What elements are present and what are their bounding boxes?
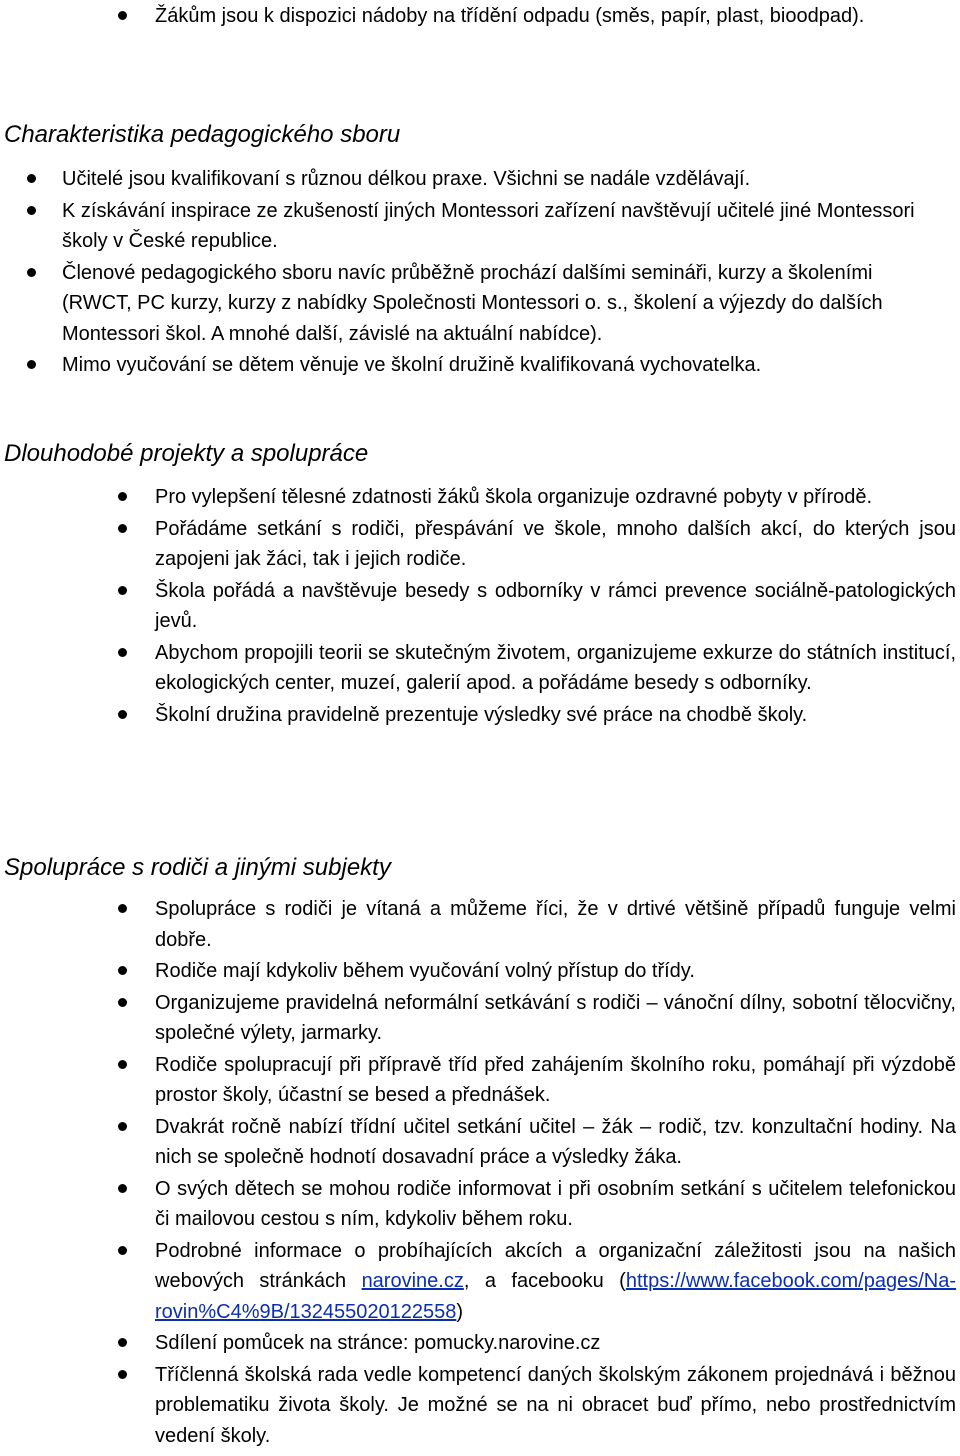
list-item-text: K získávání inspirace ze zkušeností jiných Montessori zařízení navštěvují učitelé jiné Montessori školy v České republice. xyxy=(62,199,915,252)
cooperation-bullet-list xyxy=(0,894,960,1452)
list-item-text: Sdílení pomůcek na stránce: pomucky.narovine.cz xyxy=(155,1332,601,1354)
section-heading-cooperation: Spolupráce s rodiči a jinými subjekty xyxy=(4,854,391,881)
bullet-icon xyxy=(118,904,127,913)
list-item-text: Pořádáme setkání s rodiči, přespávání ve škole, mnoho dalších akcí, do kterých jsou zapojeni jak žáci, tak i jejich rodiče. xyxy=(155,517,956,570)
list-item-web xyxy=(0,1236,960,1328)
list-item-text: Školní družina pravidelně prezentuje výsledky své práce na chodbě školy. xyxy=(155,703,808,726)
list-item xyxy=(0,1050,960,1111)
list-item xyxy=(0,638,960,699)
list-item-text: Abychom propojili teorii se skutečným životem, organizujeme exkurze do státních institucí, ekologických center, muzeí, galerií apod. a pořádáme besedy s odborníky. xyxy=(155,641,956,694)
list-item xyxy=(0,196,960,257)
list-item xyxy=(0,350,960,381)
web-text-after: ) xyxy=(456,1300,464,1323)
list-item-text: Organizujeme pravidelná neformální setkávání s rodiči – vánoční dílny, sobotní tělocvičny, společné výlety, jarmarky. xyxy=(155,991,956,1044)
list-item xyxy=(0,700,960,731)
list-item xyxy=(0,956,960,987)
bullet-icon xyxy=(118,1060,127,1069)
list-item-text: Rodiče mají kdykoliv během vyučování volný přístup do třídy. xyxy=(155,960,695,982)
bullet-icon xyxy=(118,524,127,533)
web-text-middle: , a facebooku ( xyxy=(463,1270,626,1292)
list-item-text: O svých dětech se mohou rodiče informovat i při osobním setkání s učitelem telefonickou či mailovou cestou s ním, kdykoliv během roku. xyxy=(155,1177,956,1230)
list-item-text: Mimo vyučování se dětem věnuje ve školní družině kvalifikovaná vychovatelka. xyxy=(62,354,762,376)
list-item-text: Škola pořádá a navštěvuje besedy s odborníky v rámci prevence sociálně-patologických jevů. xyxy=(155,579,956,632)
list-item-text: Žákům jsou k dispozici nádoby na třídění odpadu (směs, papír, plast, bioodpad). xyxy=(155,5,865,27)
list-item xyxy=(0,1328,960,1359)
bullet-icon xyxy=(118,11,127,20)
bullet-icon xyxy=(118,648,127,657)
bullet-icon xyxy=(118,1370,127,1379)
bullet-icon xyxy=(118,1246,127,1255)
bullet-icon xyxy=(118,1122,127,1131)
bullet-icon xyxy=(27,360,36,369)
staff-bullet-list xyxy=(0,164,960,382)
list-item xyxy=(0,258,960,350)
list-item xyxy=(0,988,960,1049)
list-item-text: Členové pedagogického sboru navíc průběžně prochází dalšími semináři, kurzy a školeními (RWCT, PC kurzy, kurzy z nabídky Společnosti Montessori o. s., školení a výjezdy do dalších Montessori škol. A mnohé další, závislé na aktuální nabídce). xyxy=(62,261,883,345)
section-heading-projects: Dlouhodobé projekty a spolupráce xyxy=(4,440,369,467)
list-item-text: Tříčlenná školská rada vedle kompetencí daných školským zákonem projednává i běžnou problematiku života školy. Je možné se na ni obracet buď přímo, nebo prostřednictvím vedení školy. xyxy=(155,1363,956,1447)
projects-bullet-list xyxy=(0,482,960,731)
bullet-icon xyxy=(118,710,127,719)
list-item xyxy=(0,164,960,195)
bullet-icon xyxy=(118,966,127,975)
website-link[interactable]: narovine.cz xyxy=(361,1270,464,1292)
list-item-text: Rodiče spolupracují při přípravě tříd před zahájením školního roku, pomáhají při výzdobě prostor školy, účastní se besed a přednášek. xyxy=(155,1053,956,1106)
bullet-icon xyxy=(118,1338,127,1347)
list-item-text: Učitelé jsou kvalifikovaní s různou délkou praxe. Všichni se nadále vzdělávají. xyxy=(62,168,751,190)
top-bullet-list xyxy=(0,1,960,33)
facebook-link[interactable]: https://www.facebook.com/pages/Na-rovin%C4%9B/132455020122558 xyxy=(155,1270,956,1323)
list-item xyxy=(0,1112,960,1173)
bullet-icon xyxy=(118,1184,127,1193)
bullet-icon xyxy=(27,206,36,215)
list-item xyxy=(0,482,960,513)
list-item xyxy=(0,1174,960,1235)
bullet-icon xyxy=(118,586,127,595)
list-item-text: Pro vylepšení tělesné zdatnosti žáků škola organizuje ozdravné pobyty v přírodě. xyxy=(155,486,873,508)
web-text-before: Podrobné informace o probíhajících akcích a organizační záležitosti jsou na našich webových stránkách xyxy=(155,1239,956,1292)
bullet-icon xyxy=(27,268,36,277)
list-item xyxy=(0,1360,960,1452)
bullet-icon xyxy=(118,998,127,1007)
bullet-icon xyxy=(27,174,36,183)
list-item-text: Dvakrát ročně nabízí třídní učitel setkání učitel – žák – rodič, tzv. konzultační hodiny. Na nich se společně hodnotí dosavadní práce a výsledky žáka. xyxy=(155,1115,956,1168)
list-item-text: Spolupráce s rodiči je vítaná a můžeme říci, že v drtivé většině případů funguje velmi dobře. xyxy=(155,898,956,951)
list-item xyxy=(0,576,960,637)
bullet-icon xyxy=(118,492,127,501)
list-item xyxy=(0,894,960,955)
list-item xyxy=(0,1,960,32)
list-item xyxy=(0,514,960,575)
section-heading-staff: Charakteristika pedagogického sboru xyxy=(4,121,401,148)
